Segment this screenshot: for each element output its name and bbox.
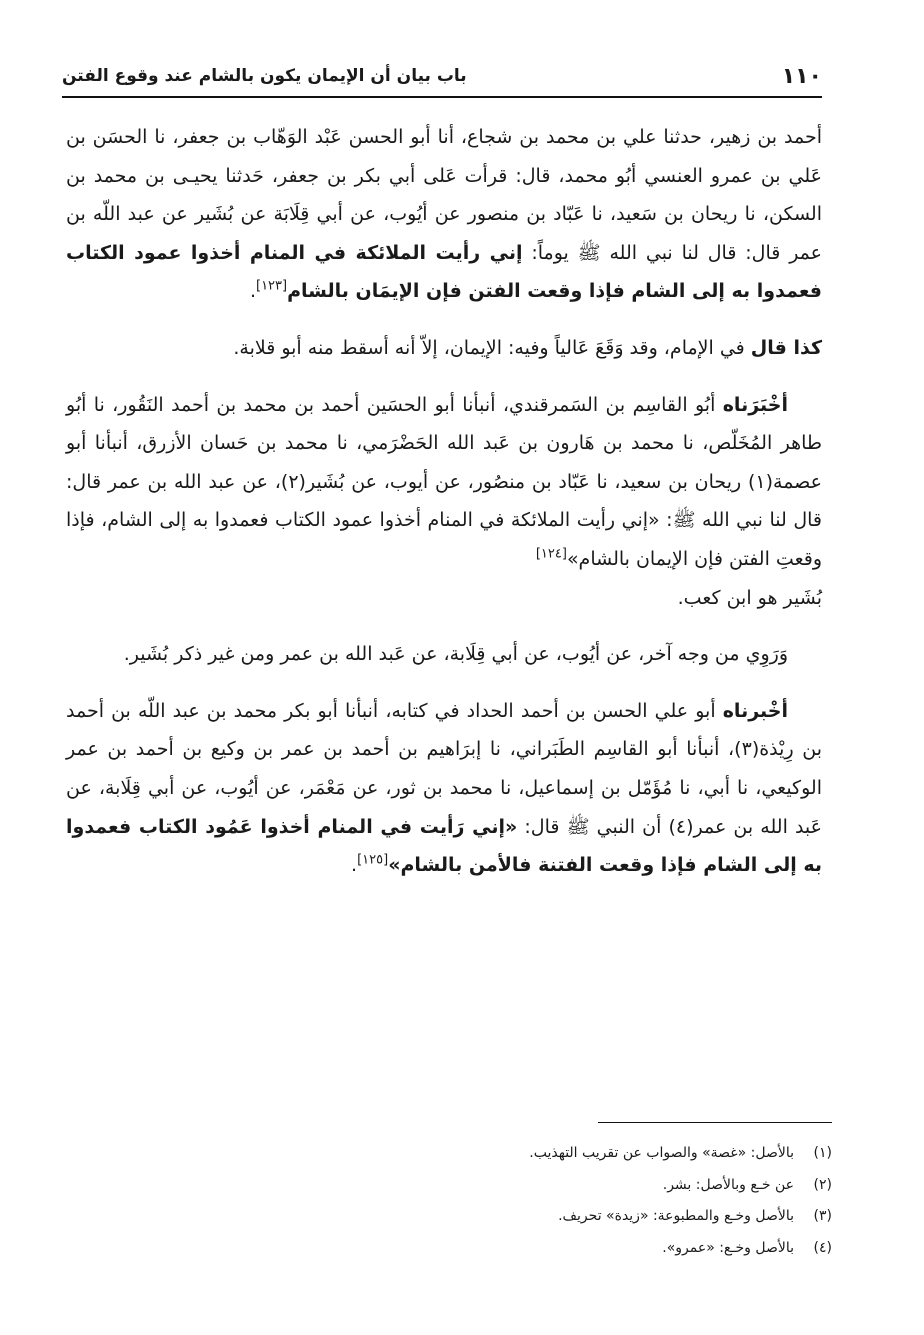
- main-text: [66, 118, 822, 903]
- paragraph-isnad-1: [66, 118, 822, 311]
- paragraph-other-route: [66, 635, 822, 674]
- paragraph-tail: بُشَير هو ابن كعب.: [677, 586, 822, 609]
- paragraph-isnad-2: [66, 386, 822, 618]
- footnote-text: بالأصل: «غصة» والصواب عن تقريب التهذيب.: [529, 1145, 794, 1161]
- footnote-text: عن خـع وبالأصل: بشر.: [662, 1176, 794, 1193]
- paragraph-isnad-3: [66, 692, 822, 885]
- hadith-text: إني رأيت الملائكة في المنام أخذوا عمود الكتاب فعمدوا به إلى الشام فإذا وقعت الفتن فإن الإيمَان بالشام: [66, 241, 822, 303]
- paragraph-tail: .: [351, 854, 358, 877]
- paragraph-text: أبو علي الحسن بن أحمد الحداد في كتابه، أنبأنا أبو بكر محمد بن عبد اللّه بن أحمد بن رِيْذة(٣)، أنبأنا أبو القاسِم الطَبَراني، نا إبرَاهيم بن أحمد بن عمر بن وكيع بن أحمد بن عمر الوكيعي، نا أبي، نا مُؤَمّل بن إسماعيل، نا محمد بن ثور، عن مَعْمَر، عن أيُوب، عن أبي قِلَابة، عن عَبد الله بن عمر(٤) أن النبي ﷺ قال:: [66, 699, 822, 838]
- paragraph-lead: كذا قال: [750, 336, 822, 359]
- hadith-ref-number: [١٢٣]: [256, 279, 288, 295]
- footnote-number: (٤): [813, 1239, 832, 1256]
- footnote-item: [132, 1138, 832, 1170]
- footnote-item: [132, 1233, 832, 1265]
- paragraph-text: أحمد بن زهير، حدثنا علي بن محمد بن شجاع، أنا أبو الحسن عَبْد الوَهّاب بن جعفر، نا الحسَن بن عَلي بن عمرو العنسي أبُو محمد، قال: قرأت عَلى أبي بكر بن جعفر، حَدثنا يحيـى بن محمد بن السكن، نا ريحان بن سَعيد، نا عَبّاد بن منصور عن أيُوب، عن أبي قِلَابَة عن بُشَير عن عبد اللّه بن عمر قال: قال لنا نبي الله ﷺ يوماً:: [66, 126, 822, 264]
- paragraph-text: أبُو القاسِم بن السَمرقندي، أنبأنا أبو الحسَين أحمد بن محمد بن أحمد النَقُور، نا أبُو طاهر المُخَلّص، نا محمد بن هَارون بن عَبد الله الحَضْرَمي، نا محمد بن حَسان الأزرق، أنبأنا أبو عصمة(١) ريحان بن سعيد، نا عَبّاد بن منصُور، عن أيوب، عن بُشَير(٢)، عن عبد الله بن عمر قال: قال لنا نبي الله ﷺ: «إني رأيت الملائكة في المنام أخذوا عمود الكتاب فعمدوا به إلى الشام، فإذا وقعتِ الفتن فإن الإيمان بالشام»: [66, 393, 822, 570]
- paragraph-lead: أخْبَرَناه: [722, 393, 788, 416]
- paragraph-text: في الإمام، وقد وَقَعَ عَالياً وفيه: الإيمان، إلاّ أنه أسقط منه أبو قلابة.: [233, 336, 751, 359]
- paragraph-note: [66, 329, 822, 368]
- footnote-separator: [598, 1122, 832, 1123]
- running-header: [62, 56, 822, 98]
- footnotes: [132, 1138, 832, 1264]
- footnote-item: [132, 1170, 832, 1202]
- hadith-ref-number: [١٢٥]: [357, 852, 389, 868]
- page-number: ١١٠: [781, 64, 822, 89]
- paragraph-tail: .: [249, 280, 256, 303]
- chapter-title: باب بيان أن الإيمان يكون بالشام عند وقوع الفتن: [62, 66, 467, 86]
- footnote-number: (١): [813, 1145, 832, 1161]
- hadith-ref-number: [١٢٤]: [535, 546, 567, 562]
- hadith-text: «إني رَأيت في المنام أخذوا عَمُود الكتاب فعمدوا به إلى الشام فإذا وقعت الفتنة فالأمن بالشام»: [66, 815, 822, 877]
- footnote-text: بالأصل وخـع: «عمرو».: [662, 1239, 794, 1256]
- footnote-number: (٢): [813, 1176, 832, 1193]
- paragraph-lead: أخْبرناه: [722, 699, 788, 722]
- footnote-number: (٣): [813, 1208, 832, 1224]
- paragraph-text: وَرَوِي من وجه آخر، عن أيُوب، عن أبي قِلَابة، عن عَبد الله بن عمر ومن غير ذكر بُشَير.: [123, 643, 788, 666]
- footnote-item: [132, 1201, 832, 1233]
- footnote-text: بالأصل وخـع والمطبوعة: «زيدة» تحريف.: [558, 1208, 794, 1224]
